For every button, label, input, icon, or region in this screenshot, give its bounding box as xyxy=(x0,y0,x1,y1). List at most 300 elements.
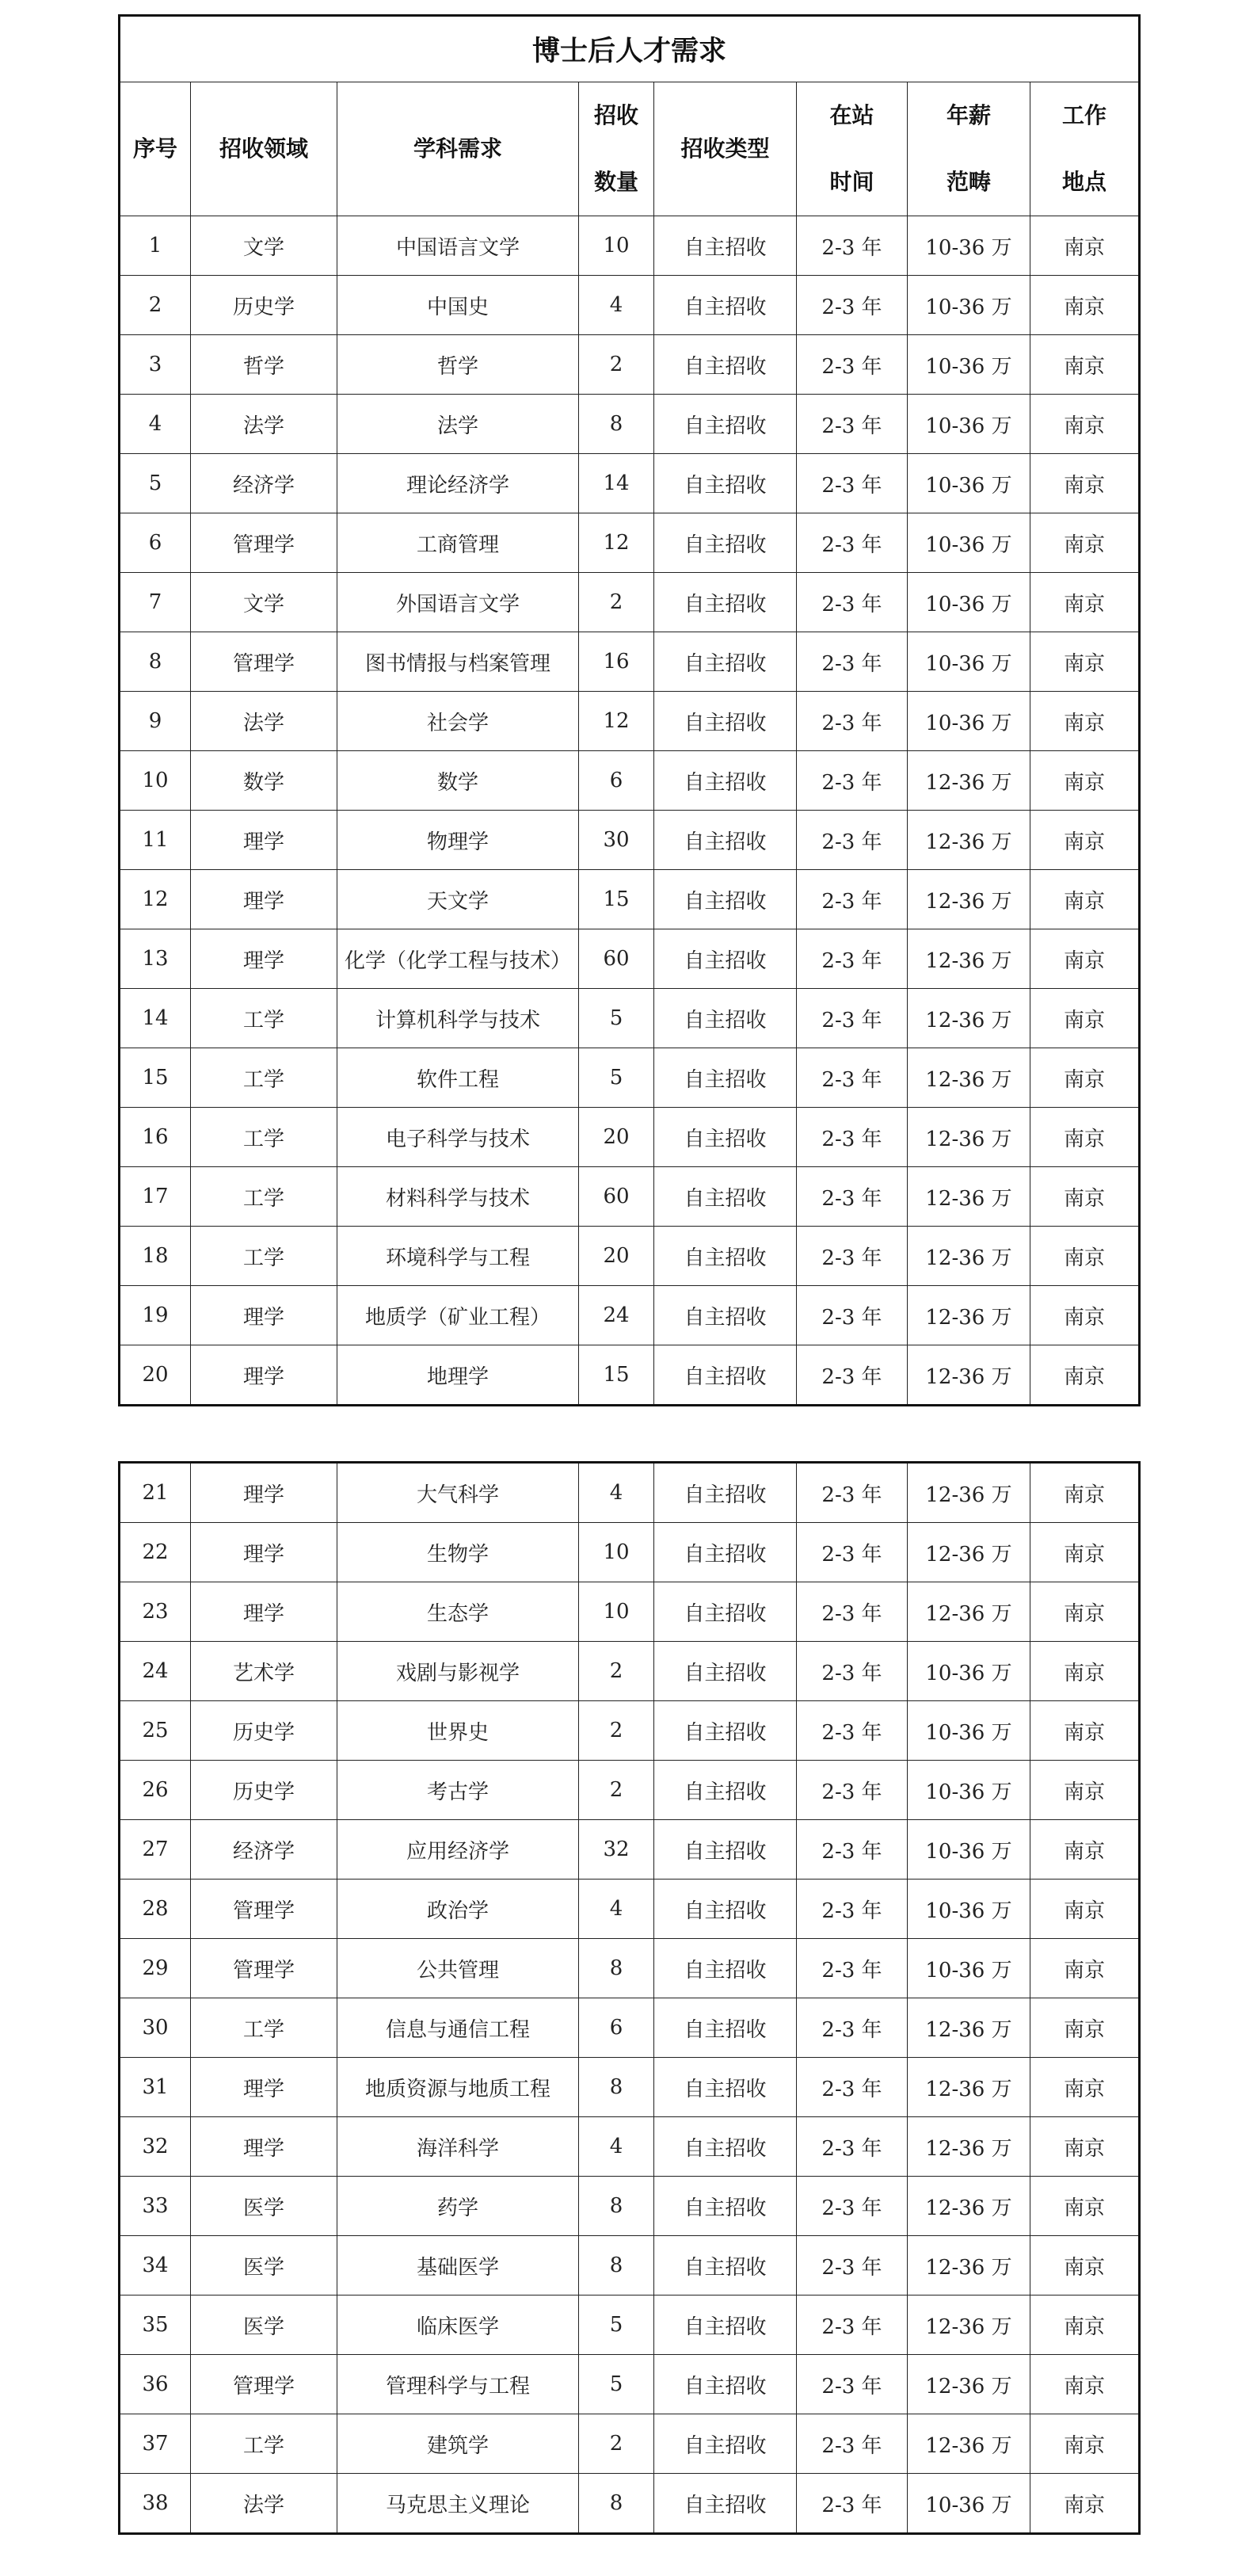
cell-salary: 12-36 万 xyxy=(908,1227,1030,1286)
cell-field: 工学 xyxy=(191,1227,337,1286)
cell-no: 24 xyxy=(120,1642,191,1701)
cell-no: 26 xyxy=(120,1761,191,1820)
cell-salary: 12-36 万 xyxy=(908,870,1030,929)
cell-field: 管理学 xyxy=(191,2355,337,2414)
cell-salary: 10-36 万 xyxy=(908,395,1030,454)
cell-field: 工学 xyxy=(191,1048,337,1108)
header-salary xyxy=(908,82,1030,216)
cell-count: 20 xyxy=(579,1227,654,1286)
cell-location: 南京 xyxy=(1030,1582,1140,1642)
cell-salary: 10-36 万 xyxy=(908,1880,1030,1939)
cell-discipline: 生物学 xyxy=(337,1523,579,1582)
table-row xyxy=(120,1761,1140,1820)
table-row xyxy=(120,1463,1140,1523)
table-row xyxy=(120,216,1140,276)
cell-salary: 10-36 万 xyxy=(908,1939,1030,1998)
cell-no: 33 xyxy=(120,2177,191,2236)
table-row xyxy=(120,1880,1140,1939)
cell-duration: 2-3 年 xyxy=(797,2177,908,2236)
cell-field: 管理学 xyxy=(191,1880,337,1939)
header-count-bottom: 数量 xyxy=(593,169,638,195)
cell-duration: 2-3 年 xyxy=(797,1286,908,1345)
cell-type: 自主招收 xyxy=(654,276,797,335)
cell-count: 6 xyxy=(579,1998,654,2058)
cell-discipline: 马克思主义理论 xyxy=(337,2474,579,2534)
cell-field: 法学 xyxy=(191,395,337,454)
table-row xyxy=(120,454,1140,513)
cell-salary: 12-36 万 xyxy=(908,989,1030,1048)
cell-location: 南京 xyxy=(1030,1463,1140,1523)
cell-count: 8 xyxy=(579,2474,654,2534)
cell-duration: 2-3 年 xyxy=(797,989,908,1048)
cell-location: 南京 xyxy=(1030,2355,1140,2414)
cell-no: 7 xyxy=(120,573,191,632)
cell-field: 工学 xyxy=(191,1167,337,1227)
cell-type: 自主招收 xyxy=(654,1761,797,1820)
cell-no: 31 xyxy=(120,2058,191,2117)
cell-salary: 12-36 万 xyxy=(908,2414,1030,2474)
cell-salary: 10-36 万 xyxy=(908,454,1030,513)
cell-location: 南京 xyxy=(1030,1761,1140,1820)
cell-location: 南京 xyxy=(1030,811,1140,870)
cell-type: 自主招收 xyxy=(654,1642,797,1701)
cell-location: 南京 xyxy=(1030,632,1140,692)
cell-type: 自主招收 xyxy=(654,1998,797,2058)
cell-salary: 12-36 万 xyxy=(908,811,1030,870)
cell-count: 8 xyxy=(579,2058,654,2117)
header-salary-bottom: 范畴 xyxy=(946,169,991,195)
cell-type: 自主招收 xyxy=(654,929,797,989)
cell-location: 南京 xyxy=(1030,1939,1140,1998)
cell-location: 南京 xyxy=(1030,276,1140,335)
cell-duration: 2-3 年 xyxy=(797,751,908,811)
cell-salary: 12-36 万 xyxy=(908,1167,1030,1227)
cell-salary: 10-36 万 xyxy=(908,1701,1030,1761)
table-row xyxy=(120,1582,1140,1642)
cell-field: 艺术学 xyxy=(191,1642,337,1701)
cell-discipline: 外国语言文学 xyxy=(337,573,579,632)
cell-location: 南京 xyxy=(1030,2236,1140,2296)
cell-count: 2 xyxy=(579,2414,654,2474)
header-field: 招收领域 xyxy=(191,82,337,216)
postdoc-demand-table-part1 xyxy=(118,14,1141,1406)
cell-field: 工学 xyxy=(191,2414,337,2474)
cell-count: 14 xyxy=(579,454,654,513)
cell-discipline: 大气科学 xyxy=(337,1463,579,1523)
cell-count: 32 xyxy=(579,1820,654,1880)
cell-field: 历史学 xyxy=(191,1701,337,1761)
table-row xyxy=(120,1227,1140,1286)
cell-location: 南京 xyxy=(1030,1286,1140,1345)
cell-discipline: 基础医学 xyxy=(337,2236,579,2296)
cell-salary: 12-36 万 xyxy=(908,2236,1030,2296)
postdoc-demand-table-part2 xyxy=(118,1461,1141,2535)
cell-field: 医学 xyxy=(191,2177,337,2236)
cell-discipline: 社会学 xyxy=(337,692,579,751)
table-row xyxy=(120,1820,1140,1880)
cell-duration: 2-3 年 xyxy=(797,2117,908,2177)
cell-location: 南京 xyxy=(1030,335,1140,395)
cell-field: 管理学 xyxy=(191,632,337,692)
cell-field: 经济学 xyxy=(191,1820,337,1880)
cell-location: 南京 xyxy=(1030,1820,1140,1880)
cell-duration: 2-3 年 xyxy=(797,573,908,632)
cell-location: 南京 xyxy=(1030,2414,1140,2474)
cell-duration: 2-3 年 xyxy=(797,1701,908,1761)
cell-type: 自主招收 xyxy=(654,989,797,1048)
cell-location: 南京 xyxy=(1030,2474,1140,2534)
cell-location: 南京 xyxy=(1030,692,1140,751)
header-discipline: 学科需求 xyxy=(337,82,579,216)
cell-field: 医学 xyxy=(191,2236,337,2296)
cell-type: 自主招收 xyxy=(654,513,797,573)
cell-discipline: 天文学 xyxy=(337,870,579,929)
cell-discipline: 化学（化学工程与技术） xyxy=(337,929,579,989)
cell-no: 34 xyxy=(120,2236,191,2296)
cell-count: 12 xyxy=(579,513,654,573)
table-row xyxy=(120,632,1140,692)
table-row xyxy=(120,2058,1140,2117)
cell-count: 4 xyxy=(579,2117,654,2177)
cell-count: 2 xyxy=(579,335,654,395)
header-duration-top: 在站 xyxy=(829,102,874,128)
table-row xyxy=(120,513,1140,573)
table-row xyxy=(120,2296,1140,2355)
table-row xyxy=(120,2177,1140,2236)
cell-discipline: 工商管理 xyxy=(337,513,579,573)
cell-discipline: 考古学 xyxy=(337,1761,579,1820)
cell-no: 29 xyxy=(120,1939,191,1998)
cell-duration: 2-3 年 xyxy=(797,1167,908,1227)
cell-type: 自主招收 xyxy=(654,2474,797,2534)
cell-discipline: 地质资源与地质工程 xyxy=(337,2058,579,2117)
cell-count: 60 xyxy=(579,929,654,989)
cell-salary: 10-36 万 xyxy=(908,513,1030,573)
header-duration-bottom: 时间 xyxy=(829,169,874,195)
cell-discipline: 中国语言文学 xyxy=(337,216,579,276)
cell-salary: 12-36 万 xyxy=(908,2296,1030,2355)
cell-no: 13 xyxy=(120,929,191,989)
cell-field: 理学 xyxy=(191,870,337,929)
table-row xyxy=(120,1998,1140,2058)
cell-no: 15 xyxy=(120,1048,191,1108)
cell-type: 自主招收 xyxy=(654,454,797,513)
cell-salary: 12-36 万 xyxy=(908,929,1030,989)
cell-duration: 2-3 年 xyxy=(797,1463,908,1523)
cell-type: 自主招收 xyxy=(654,1286,797,1345)
cell-salary: 10-36 万 xyxy=(908,335,1030,395)
cell-duration: 2-3 年 xyxy=(797,2296,908,2355)
cell-duration: 2-3 年 xyxy=(797,2414,908,2474)
cell-salary: 12-36 万 xyxy=(908,1286,1030,1345)
cell-duration: 2-3 年 xyxy=(797,2355,908,2414)
cell-field: 文学 xyxy=(191,573,337,632)
cell-discipline: 法学 xyxy=(337,395,579,454)
cell-count: 20 xyxy=(579,1108,654,1167)
cell-type: 自主招收 xyxy=(654,1108,797,1167)
cell-type: 自主招收 xyxy=(654,1463,797,1523)
cell-location: 南京 xyxy=(1030,513,1140,573)
table-row xyxy=(120,2474,1140,2534)
cell-salary: 10-36 万 xyxy=(908,692,1030,751)
cell-no: 37 xyxy=(120,2414,191,2474)
cell-discipline: 图书情报与档案管理 xyxy=(337,632,579,692)
cell-no: 19 xyxy=(120,1286,191,1345)
cell-no: 4 xyxy=(120,395,191,454)
cell-type: 自主招收 xyxy=(654,335,797,395)
cell-type: 自主招收 xyxy=(654,2117,797,2177)
cell-no: 25 xyxy=(120,1701,191,1761)
cell-no: 28 xyxy=(120,1880,191,1939)
header-salary-top: 年薪 xyxy=(946,102,991,128)
cell-type: 自主招收 xyxy=(654,1880,797,1939)
cell-count: 2 xyxy=(579,1642,654,1701)
cell-type: 自主招收 xyxy=(654,2296,797,2355)
cell-no: 18 xyxy=(120,1227,191,1286)
cell-salary: 12-36 万 xyxy=(908,1523,1030,1582)
table-row xyxy=(120,1048,1140,1108)
cell-location: 南京 xyxy=(1030,2117,1140,2177)
cell-location: 南京 xyxy=(1030,2296,1140,2355)
cell-count: 10 xyxy=(579,216,654,276)
cell-duration: 2-3 年 xyxy=(797,1523,908,1582)
cell-location: 南京 xyxy=(1030,1523,1140,1582)
cell-type: 自主招收 xyxy=(654,1820,797,1880)
header-location-top: 工作 xyxy=(1062,102,1107,128)
cell-count: 4 xyxy=(579,1880,654,1939)
table-row xyxy=(120,811,1140,870)
cell-salary: 10-36 万 xyxy=(908,1642,1030,1701)
cell-location: 南京 xyxy=(1030,2058,1140,2117)
cell-count: 30 xyxy=(579,811,654,870)
table-title: 博士后人才需求 xyxy=(120,16,1140,82)
cell-count: 8 xyxy=(579,2236,654,2296)
cell-no: 30 xyxy=(120,1998,191,2058)
table-row xyxy=(120,692,1140,751)
cell-field: 管理学 xyxy=(191,1939,337,1998)
cell-count: 4 xyxy=(579,276,654,335)
cell-location: 南京 xyxy=(1030,1701,1140,1761)
cell-no: 20 xyxy=(120,1345,191,1406)
table-row xyxy=(120,276,1140,335)
cell-duration: 2-3 年 xyxy=(797,216,908,276)
cell-no: 9 xyxy=(120,692,191,751)
cell-type: 自主招收 xyxy=(654,2414,797,2474)
cell-type: 自主招收 xyxy=(654,1345,797,1406)
header-count-top: 招收 xyxy=(593,102,638,128)
cell-field: 管理学 xyxy=(191,513,337,573)
cell-location: 南京 xyxy=(1030,870,1140,929)
cell-no: 12 xyxy=(120,870,191,929)
cell-type: 自主招收 xyxy=(654,395,797,454)
cell-discipline: 地理学 xyxy=(337,1345,579,1406)
cell-duration: 2-3 年 xyxy=(797,632,908,692)
cell-location: 南京 xyxy=(1030,1048,1140,1108)
cell-location: 南京 xyxy=(1030,1998,1140,2058)
cell-salary: 12-36 万 xyxy=(908,1463,1030,1523)
cell-salary: 12-36 万 xyxy=(908,751,1030,811)
cell-field: 理学 xyxy=(191,2117,337,2177)
cell-discipline: 生态学 xyxy=(337,1582,579,1642)
cell-duration: 2-3 年 xyxy=(797,1048,908,1108)
cell-discipline: 软件工程 xyxy=(337,1048,579,1108)
cell-count: 8 xyxy=(579,395,654,454)
cell-salary: 12-36 万 xyxy=(908,2355,1030,2414)
table-row xyxy=(120,1939,1140,1998)
cell-location: 南京 xyxy=(1030,1880,1140,1939)
cell-discipline: 戏剧与影视学 xyxy=(337,1642,579,1701)
table-row xyxy=(120,2414,1140,2474)
table-row xyxy=(120,2355,1140,2414)
cell-field: 理学 xyxy=(191,811,337,870)
cell-field: 工学 xyxy=(191,1108,337,1167)
cell-discipline: 电子科学与技术 xyxy=(337,1108,579,1167)
cell-discipline: 信息与通信工程 xyxy=(337,1998,579,2058)
cell-location: 南京 xyxy=(1030,573,1140,632)
cell-field: 理学 xyxy=(191,929,337,989)
cell-no: 6 xyxy=(120,513,191,573)
cell-type: 自主招收 xyxy=(654,2236,797,2296)
cell-type: 自主招收 xyxy=(654,632,797,692)
cell-duration: 2-3 年 xyxy=(797,1820,908,1880)
cell-field: 理学 xyxy=(191,1582,337,1642)
cell-count: 5 xyxy=(579,2355,654,2414)
cell-count: 8 xyxy=(579,2177,654,2236)
cell-duration: 2-3 年 xyxy=(797,811,908,870)
cell-type: 自主招收 xyxy=(654,1227,797,1286)
cell-type: 自主招收 xyxy=(654,751,797,811)
table-row xyxy=(120,2117,1140,2177)
table-row xyxy=(120,870,1140,929)
cell-duration: 2-3 年 xyxy=(797,513,908,573)
cell-duration: 2-3 年 xyxy=(797,870,908,929)
cell-discipline: 理论经济学 xyxy=(337,454,579,513)
cell-count: 60 xyxy=(579,1167,654,1227)
cell-duration: 2-3 年 xyxy=(797,1642,908,1701)
cell-salary: 10-36 万 xyxy=(908,216,1030,276)
cell-duration: 2-3 年 xyxy=(797,1227,908,1286)
cell-count: 2 xyxy=(579,1701,654,1761)
cell-no: 27 xyxy=(120,1820,191,1880)
cell-type: 自主招收 xyxy=(654,1701,797,1761)
cell-salary: 12-36 万 xyxy=(908,2117,1030,2177)
table-row xyxy=(120,1701,1140,1761)
table-row xyxy=(120,335,1140,395)
cell-duration: 2-3 年 xyxy=(797,1880,908,1939)
header-type: 招收类型 xyxy=(654,82,797,216)
cell-discipline: 应用经济学 xyxy=(337,1820,579,1880)
cell-field: 医学 xyxy=(191,2296,337,2355)
cell-type: 自主招收 xyxy=(654,2177,797,2236)
cell-field: 法学 xyxy=(191,692,337,751)
cell-duration: 2-3 年 xyxy=(797,1939,908,1998)
cell-discipline: 材料科学与技术 xyxy=(337,1167,579,1227)
header-location xyxy=(1030,82,1140,216)
cell-type: 自主招收 xyxy=(654,216,797,276)
cell-count: 12 xyxy=(579,692,654,751)
cell-count: 6 xyxy=(579,751,654,811)
cell-discipline: 公共管理 xyxy=(337,1939,579,1998)
cell-discipline: 环境科学与工程 xyxy=(337,1227,579,1286)
cell-no: 16 xyxy=(120,1108,191,1167)
cell-duration: 2-3 年 xyxy=(797,2236,908,2296)
cell-count: 2 xyxy=(579,573,654,632)
cell-no: 38 xyxy=(120,2474,191,2534)
cell-type: 自主招收 xyxy=(654,692,797,751)
table-row xyxy=(120,1286,1140,1345)
cell-discipline: 数学 xyxy=(337,751,579,811)
cell-type: 自主招收 xyxy=(654,573,797,632)
cell-no: 32 xyxy=(120,2117,191,2177)
cell-no: 3 xyxy=(120,335,191,395)
cell-no: 1 xyxy=(120,216,191,276)
table-row xyxy=(120,1167,1140,1227)
cell-location: 南京 xyxy=(1030,1345,1140,1406)
cell-field: 理学 xyxy=(191,1463,337,1523)
cell-count: 16 xyxy=(579,632,654,692)
cell-count: 10 xyxy=(579,1523,654,1582)
cell-duration: 2-3 年 xyxy=(797,1761,908,1820)
cell-count: 15 xyxy=(579,1345,654,1406)
cell-duration: 2-3 年 xyxy=(797,335,908,395)
cell-discipline: 建筑学 xyxy=(337,2414,579,2474)
cell-salary: 10-36 万 xyxy=(908,276,1030,335)
table-row xyxy=(120,395,1140,454)
cell-field: 经济学 xyxy=(191,454,337,513)
cell-discipline: 管理科学与工程 xyxy=(337,2355,579,2414)
cell-salary: 12-36 万 xyxy=(908,2058,1030,2117)
cell-duration: 2-3 年 xyxy=(797,692,908,751)
cell-location: 南京 xyxy=(1030,216,1140,276)
cell-location: 南京 xyxy=(1030,2177,1140,2236)
cell-count: 2 xyxy=(579,1761,654,1820)
cell-duration: 2-3 年 xyxy=(797,395,908,454)
cell-count: 24 xyxy=(579,1286,654,1345)
cell-discipline: 世界史 xyxy=(337,1701,579,1761)
cell-type: 自主招收 xyxy=(654,1939,797,1998)
cell-duration: 2-3 年 xyxy=(797,1582,908,1642)
cell-discipline: 药学 xyxy=(337,2177,579,2236)
cell-field: 理学 xyxy=(191,1286,337,1345)
cell-no: 22 xyxy=(120,1523,191,1582)
cell-salary: 10-36 万 xyxy=(908,2474,1030,2534)
cell-discipline: 中国史 xyxy=(337,276,579,335)
cell-type: 自主招收 xyxy=(654,811,797,870)
cell-salary: 12-36 万 xyxy=(908,1108,1030,1167)
cell-location: 南京 xyxy=(1030,1167,1140,1227)
cell-no: 36 xyxy=(120,2355,191,2414)
cell-field: 数学 xyxy=(191,751,337,811)
cell-discipline: 地质学（矿业工程） xyxy=(337,1286,579,1345)
table-row xyxy=(120,573,1140,632)
cell-duration: 2-3 年 xyxy=(797,929,908,989)
cell-location: 南京 xyxy=(1030,1227,1140,1286)
table-row xyxy=(120,989,1140,1048)
cell-no: 11 xyxy=(120,811,191,870)
cell-location: 南京 xyxy=(1030,751,1140,811)
cell-discipline: 海洋科学 xyxy=(337,2117,579,2177)
cell-salary: 12-36 万 xyxy=(908,1582,1030,1642)
cell-no: 35 xyxy=(120,2296,191,2355)
cell-duration: 2-3 年 xyxy=(797,1998,908,2058)
cell-discipline: 哲学 xyxy=(337,335,579,395)
cell-salary: 10-36 万 xyxy=(908,573,1030,632)
cell-duration: 2-3 年 xyxy=(797,1108,908,1167)
cell-count: 8 xyxy=(579,1939,654,1998)
cell-no: 17 xyxy=(120,1167,191,1227)
cell-location: 南京 xyxy=(1030,1108,1140,1167)
cell-duration: 2-3 年 xyxy=(797,2058,908,2117)
